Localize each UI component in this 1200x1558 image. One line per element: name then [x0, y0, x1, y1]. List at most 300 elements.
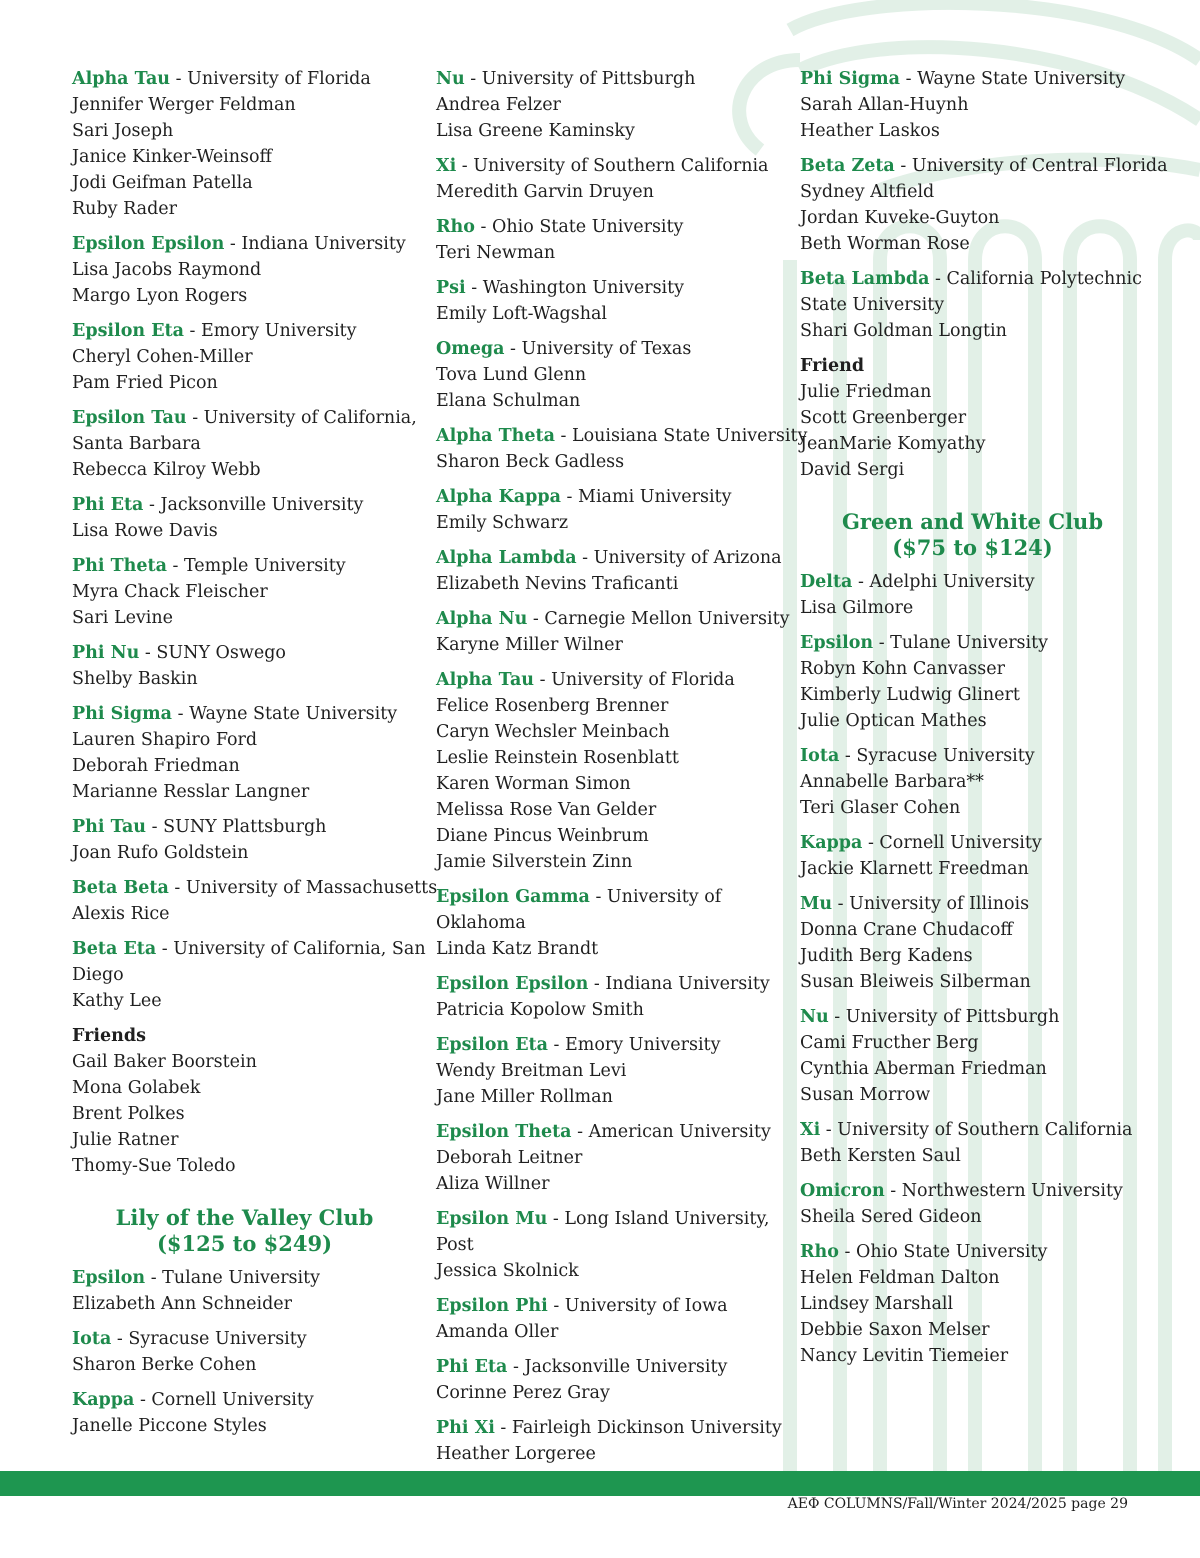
chapter-block [72, 553, 417, 631]
chapter-name: Alpha Tau [72, 69, 171, 89]
chapter-separator: - [464, 69, 482, 89]
chapter-name: Kappa [72, 1390, 135, 1410]
footer-bar [0, 1471, 1200, 1496]
school-name: Cornell University [879, 833, 1042, 853]
chapter-block [72, 701, 417, 805]
chapter-heading [436, 545, 781, 571]
chapter-block [800, 891, 1145, 995]
member-name: Felice Rosenberg Brenner [436, 696, 669, 716]
chapter-name: Mu [800, 894, 833, 914]
chapter-block [436, 153, 781, 205]
school-name: Jacksonville University [160, 495, 364, 515]
school-name: University of Texas [521, 339, 692, 359]
member-name: Cheryl Cohen-Miller [72, 347, 253, 367]
chapter-separator: - [547, 1296, 565, 1316]
chapter-heading [436, 275, 781, 301]
member-name: Susan Bleiweis Silberman [800, 972, 1031, 992]
school-name: University of Arizona [593, 548, 782, 568]
school-name: University of Massachusetts [185, 878, 438, 898]
chapter-separator: - [456, 156, 474, 176]
chapter-heading [436, 1032, 781, 1058]
chapter-name: Phi Theta [72, 556, 167, 576]
member-name: Aliza Willner [436, 1174, 550, 1194]
chapter-heading [72, 814, 417, 840]
chapter-name: Beta Zeta [800, 156, 895, 176]
chapter-block [436, 214, 781, 266]
school-name: Long Island University, [564, 1209, 770, 1229]
chapter-name: Phi Nu [72, 643, 140, 663]
chapter-name: Phi Sigma [800, 69, 901, 89]
chapter-heading [436, 423, 808, 449]
chapter-separator: - [170, 69, 188, 89]
chapter-separator: - [494, 1418, 512, 1438]
chapter-separator: - [224, 234, 242, 254]
chapter-name: Xi [800, 1120, 821, 1140]
member-name: Beth Worman Rose [800, 234, 970, 254]
member-name: Annabelle Barbara** [800, 772, 984, 792]
chapter-separator: - [571, 1122, 589, 1142]
school-name: University of Florida [187, 69, 371, 89]
member-name: Alexis Rice [72, 904, 170, 924]
chapter-heading [436, 1293, 781, 1319]
chapter-heading [800, 743, 1145, 769]
chapter-heading [800, 1117, 1145, 1143]
member-name: Melissa Rose Van Gelder [436, 800, 657, 820]
friends-list [72, 1023, 417, 1179]
chapter-heading [436, 153, 781, 179]
chapter-block [72, 1387, 417, 1439]
chapter-name: Alpha Theta [436, 426, 555, 446]
chapter-heading [800, 1004, 1145, 1030]
school-name: Emory University [565, 1035, 721, 1055]
chapter-name: Nu [800, 1007, 829, 1027]
member-name: Marianne Resslar Langner [72, 782, 310, 802]
chapter-separator: - [873, 633, 891, 653]
chapter-heading [72, 640, 417, 666]
school-name: California Polytechnic [946, 269, 1142, 289]
chapter-block [72, 231, 417, 309]
chapter-block [800, 66, 1145, 144]
member-name: Deborah Friedman [72, 756, 240, 776]
chapter-separator: - [172, 704, 190, 724]
chapter-name: Epsilon Gamma [436, 887, 590, 907]
member-name: Sharon Berke Cohen [72, 1355, 257, 1375]
chapter-separator: - [504, 339, 522, 359]
school-name: University of Illinois [849, 894, 1030, 914]
school-name: Fairleigh Dickinson University [511, 1418, 782, 1438]
school-name: Washington University [482, 278, 685, 298]
member-name: Meredith Garvin Druyen [436, 182, 654, 202]
member-name: Jessica Skolnick [436, 1261, 579, 1281]
chapter-heading [72, 1387, 417, 1413]
chapter-heading [800, 569, 1145, 595]
chapter-separator: - [527, 609, 545, 629]
member-name: Jennifer Werger Feldman [72, 95, 296, 115]
school-name: Miami University [578, 487, 732, 507]
member-name: Lindsey Marshall [800, 1294, 954, 1314]
chapter-block [800, 1004, 1145, 1108]
member-name: Kathy Lee [72, 991, 162, 1011]
chapter-separator: - [146, 817, 164, 837]
member-name: Jamie Silverstein Zinn [436, 852, 633, 872]
member-name: Shelby Baskin [72, 669, 198, 689]
chapter-heading [436, 1119, 781, 1145]
chapter-name: Psi [436, 278, 466, 298]
chapter-block [72, 318, 417, 396]
chapter-heading [800, 891, 1145, 917]
chapter-separator: - [894, 156, 912, 176]
chapter-separator: - [168, 878, 186, 898]
member-name: Sydney Altfield [800, 182, 935, 202]
chapter-block [800, 743, 1145, 821]
chapter-block [436, 484, 781, 536]
chapter-name: Epsilon Phi [436, 1296, 548, 1316]
chapter-separator: - [507, 1357, 525, 1377]
school-name: University of Pittsburgh [481, 69, 696, 89]
chapter-heading [800, 153, 1168, 179]
chapter-block [72, 814, 417, 866]
chapter-separator: - [588, 974, 606, 994]
chapter-separator: - [474, 217, 492, 237]
member-name: Lisa Gilmore [800, 598, 914, 618]
member-name: Linda Katz Brandt [436, 939, 599, 959]
chapter-name: Alpha Tau [436, 670, 535, 690]
friends-title: Friends [72, 1026, 146, 1046]
chapter-block [72, 1265, 417, 1317]
member-name: Elizabeth Ann Schneider [72, 1294, 292, 1314]
school-name-continued: Diego [72, 965, 124, 985]
member-name: Amanda Oller [436, 1322, 559, 1342]
chapter-heading [72, 875, 438, 901]
member-name: Diane Pincus Weinbrum [436, 826, 649, 846]
chapter-separator: - [900, 69, 918, 89]
school-name: Temple University [183, 556, 346, 576]
chapter-separator: - [560, 487, 579, 507]
chapter-block [800, 1178, 1145, 1230]
school-name-continued: State University [800, 295, 945, 315]
chapter-separator: - [166, 556, 184, 576]
member-name: Tova Lund Glenn [436, 365, 587, 385]
member-name: Emily Schwarz [436, 513, 569, 533]
chapter-separator: - [143, 495, 161, 515]
chapter-block [72, 66, 417, 222]
chapter-separator: - [139, 643, 157, 663]
member-name: Sari Joseph [72, 121, 174, 141]
chapter-name: Xi [436, 156, 457, 176]
member-name: Kimberly Ludwig Glinert [800, 685, 1020, 705]
member-name: Janelle Piccone Styles [72, 1416, 267, 1436]
chapter-block [436, 884, 781, 962]
school-name: Cornell University [151, 1390, 314, 1410]
member-name: Lauren Shapiro Ford [72, 730, 258, 750]
member-name: Heather Lorgeree [436, 1444, 596, 1464]
chapter-name: Beta Beta [72, 878, 169, 898]
chapter-name: Kappa [800, 833, 863, 853]
chapter-block [800, 266, 1145, 344]
chapter-separator: - [820, 1120, 838, 1140]
column-2 [436, 66, 808, 1476]
chapter-heading [436, 1206, 781, 1232]
member-name: Teri Newman [436, 243, 556, 263]
chapter-heading [436, 971, 781, 997]
member-name: Elana Schulman [436, 391, 581, 411]
member-name: Corinne Perez Gray [436, 1383, 610, 1403]
member-name: Rebecca Kilroy Webb [72, 460, 261, 480]
chapter-separator: - [862, 833, 880, 853]
school-name: University of California, San [173, 939, 426, 959]
member-name: Wendy Breitman Levi [436, 1061, 627, 1081]
member-name: Myra Chack Fleischer [72, 582, 268, 602]
member-name: Janice Kinker-Weinsoff [72, 147, 272, 167]
club-title: Green and White Club [841, 509, 1103, 534]
chapter-separator: - [832, 894, 850, 914]
chapter-block [436, 66, 781, 144]
school-name: SUNY Plattsburgh [163, 817, 327, 837]
chapter-separator: - [838, 1242, 856, 1262]
school-name: Indiana University [241, 234, 406, 254]
member-name: Elizabeth Nevins Traficanti [436, 574, 679, 594]
member-name: Judith Berg Kadens [800, 946, 973, 966]
chapter-separator: - [134, 1390, 152, 1410]
member-name: Jackie Klarnett Freedman [800, 859, 1029, 879]
member-name: Sari Levine [72, 608, 174, 628]
club-heading [72, 1205, 417, 1257]
chapter-name: Delta [800, 572, 853, 592]
chapter-block [800, 153, 1168, 257]
chapter-name: Rho [800, 1242, 839, 1262]
chapter-heading [436, 214, 781, 240]
chapter-name: Iota [72, 1329, 112, 1349]
member-name: JeanMarie Komyathy [800, 434, 986, 454]
school-name: Carnegie Mellon University [544, 609, 790, 629]
member-name: Donna Crane Chudacoff [800, 920, 1013, 940]
chapter-heading [436, 66, 781, 92]
school-name: Wayne State University [917, 69, 1126, 89]
school-name: University of Southern California [473, 156, 769, 176]
chapter-name: Phi Tau [72, 817, 147, 837]
member-name: Lisa Greene Kaminsky [436, 121, 635, 141]
school-name: University of Pittsburgh [845, 1007, 1060, 1027]
school-name: University of California, [203, 408, 417, 428]
member-name: Emily Loft-Wagshal [436, 304, 608, 324]
member-name: Heather Laskos [800, 121, 940, 141]
school-name: Wayne State University [189, 704, 398, 724]
club-title: Lily of the Valley Club [115, 1205, 374, 1230]
chapter-name: Iota [800, 746, 840, 766]
chapter-heading [72, 936, 426, 962]
chapter-name: Epsilon Mu [436, 1209, 548, 1229]
member-name: Shari Goldman Longtin [800, 321, 1007, 341]
member-name: Patricia Kopolow Smith [436, 1000, 644, 1020]
chapter-name: Phi Eta [72, 495, 144, 515]
member-name: Beth Kersten Saul [800, 1146, 961, 1166]
chapter-separator: - [929, 269, 947, 289]
member-name: Gail Baker Boorstein [72, 1052, 257, 1072]
chapter-name: Nu [436, 69, 465, 89]
chapter-heading [800, 66, 1145, 92]
chapter-heading [72, 231, 417, 257]
chapter-block [72, 875, 438, 927]
chapter-block [436, 667, 781, 875]
member-name: Brent Polkes [72, 1104, 185, 1124]
member-name: Karen Worman Simon [436, 774, 631, 794]
school-name: Emory University [201, 321, 357, 341]
chapter-name: Epsilon [72, 1268, 146, 1288]
member-name: Julie Optican Mathes [800, 711, 987, 731]
member-name: Scott Greenberger [800, 408, 967, 428]
chapter-name: Omega [436, 339, 505, 359]
school-name: Tulane University [162, 1268, 321, 1288]
chapter-heading [72, 1265, 417, 1291]
school-name: Indiana University [605, 974, 770, 994]
chapter-heading [72, 553, 417, 579]
chapter-separator: - [186, 408, 204, 428]
chapter-block [72, 492, 417, 544]
chapter-name: Epsilon Eta [436, 1035, 548, 1055]
chapter-name: Epsilon Theta [436, 1122, 572, 1142]
chapter-heading [72, 318, 417, 344]
member-name: David Sergi [800, 460, 905, 480]
chapter-heading [800, 266, 1145, 292]
chapter-heading [72, 1326, 417, 1352]
school-name: Adelphi University [869, 572, 1035, 592]
member-name: Jordan Kuveke-Guyton [800, 208, 1000, 228]
member-name: Sarah Allan-Huynh [800, 95, 969, 115]
school-name: American University [588, 1122, 771, 1142]
chapter-separator: - [145, 1268, 163, 1288]
school-name: University of Iowa [564, 1296, 728, 1316]
chapter-separator: - [183, 321, 202, 341]
chapter-heading [72, 492, 417, 518]
chapter-block [436, 1206, 781, 1284]
chapter-block [436, 606, 790, 658]
school-name: University of Southern California [837, 1120, 1133, 1140]
chapter-name: Epsilon Eta [72, 321, 184, 341]
school-name-continued: Oklahoma [436, 913, 526, 933]
member-name: Julie Ratner [72, 1130, 179, 1150]
chapter-name: Phi Eta [436, 1357, 508, 1377]
chapter-block [800, 630, 1145, 734]
chapter-separator: - [534, 670, 552, 690]
column-3 [800, 66, 1168, 1378]
school-name: University of Florida [551, 670, 735, 690]
school-name: Ohio State University [856, 1242, 1048, 1262]
member-name: Debbie Saxon Melser [800, 1320, 990, 1340]
member-name: Ruby Rader [72, 199, 178, 219]
chapter-name: Epsilon [800, 633, 874, 653]
member-name: Jane Miller Rollman [436, 1087, 613, 1107]
chapter-block [800, 830, 1145, 882]
chapter-block [800, 1239, 1145, 1369]
school-name: University of [606, 887, 722, 907]
member-name: Pam Fried Picon [72, 373, 218, 393]
chapter-name: Alpha Lambda [436, 548, 577, 568]
chapter-heading [436, 667, 781, 693]
member-name: Caryn Wechsler Meinbach [436, 722, 670, 742]
chapter-separator: - [554, 426, 572, 446]
member-name: Julie Friedman [800, 382, 932, 402]
chapter-heading [436, 606, 790, 632]
chapter-heading [800, 1178, 1145, 1204]
chapter-name: Beta Eta [72, 939, 157, 959]
chapter-block [436, 336, 781, 414]
chapter-separator: - [576, 548, 594, 568]
chapter-heading [800, 830, 1145, 856]
chapter-block [72, 1326, 417, 1378]
member-name: Lisa Jacobs Raymond [72, 260, 262, 280]
club-heading [800, 509, 1145, 561]
chapter-name: Epsilon Epsilon [72, 234, 225, 254]
chapter-name: Epsilon Epsilon [436, 974, 589, 994]
friends-list [800, 353, 1145, 483]
column-1 [72, 66, 438, 1448]
school-name: Jacksonville University [524, 1357, 728, 1377]
member-name: Margo Lyon Rogers [72, 286, 248, 306]
chapter-name: Rho [436, 217, 475, 237]
chapter-name: Phi Sigma [72, 704, 173, 724]
chapter-name: Epsilon Tau [72, 408, 187, 428]
chapter-separator: - [111, 1329, 129, 1349]
school-name: Northwestern University [901, 1181, 1123, 1201]
chapter-block [800, 1117, 1145, 1169]
school-name: Louisiana State University [571, 426, 808, 446]
chapter-separator: - [828, 1007, 846, 1027]
chapter-name: Alpha Nu [436, 609, 528, 629]
chapter-separator: - [547, 1209, 565, 1229]
member-name: Nancy Levitin Tiemeier [800, 1346, 1009, 1366]
chapter-separator: - [547, 1035, 566, 1055]
chapter-heading [72, 66, 417, 92]
chapter-block [72, 936, 426, 1014]
page-footer: AEΦ COLUMNS/Fall/Winter 2024/2025 page 29 [787, 1496, 1128, 1512]
chapter-name: Alpha Kappa [436, 487, 561, 507]
chapter-separator: - [839, 746, 857, 766]
member-name: Sheila Sered Gideon [800, 1207, 982, 1227]
chapter-heading [436, 1354, 781, 1380]
school-name-continued: Post [436, 1235, 474, 1255]
member-name: Helen Feldman Dalton [800, 1268, 1000, 1288]
chapter-block [436, 423, 808, 475]
school-name: Tulane University [890, 633, 1049, 653]
chapter-block [436, 1293, 781, 1345]
chapter-block [436, 1354, 781, 1406]
member-name: Sharon Beck Gadless [436, 452, 625, 472]
chapter-name: Beta Lambda [800, 269, 930, 289]
member-name: Joan Rufo Goldstein [72, 843, 249, 863]
friends-title: Friend [800, 356, 865, 376]
member-name: Cami Fructher Berg [800, 1033, 979, 1053]
chapter-block [436, 1032, 781, 1110]
chapter-block [436, 1119, 781, 1197]
member-name: Karyne Miller Wilner [436, 635, 623, 655]
member-name: Thomy-Sue Toledo [72, 1156, 236, 1176]
member-name: Cynthia Aberman Friedman [800, 1059, 1047, 1079]
member-name: Mona Golabek [72, 1078, 201, 1098]
member-name: Teri Glaser Cohen [800, 798, 961, 818]
school-name-continued: Santa Barbara [72, 434, 201, 454]
member-name: Jodi Geifman Patella [72, 173, 253, 193]
chapter-heading [800, 630, 1145, 656]
chapter-block [436, 1415, 781, 1467]
chapter-block [72, 405, 417, 483]
chapter-block [436, 275, 781, 327]
club-range: ($75 to $124) [892, 535, 1053, 560]
chapter-separator: - [589, 887, 607, 907]
school-name: University of Central Florida [911, 156, 1168, 176]
club-range: ($125 to $249) [156, 1231, 333, 1256]
chapter-separator: - [156, 939, 174, 959]
chapter-heading [436, 484, 781, 510]
